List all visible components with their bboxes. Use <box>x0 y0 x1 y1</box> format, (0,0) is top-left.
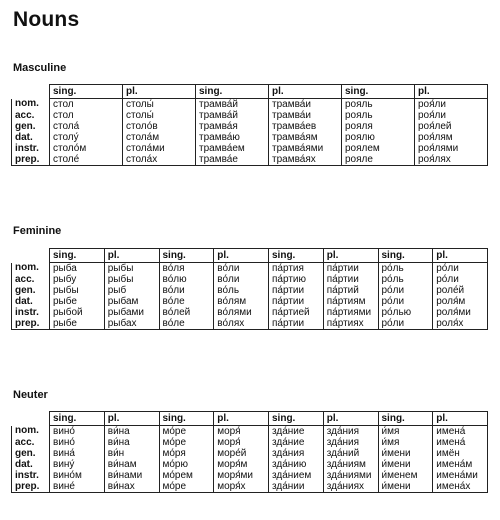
table-row <box>12 263 488 275</box>
table-row <box>12 154 488 166</box>
form-cell: роля́м <box>433 296 488 307</box>
form-cell: ро́ли <box>378 318 433 330</box>
case-label: acc. <box>12 437 50 448</box>
form-cell: ро́ль <box>378 274 433 285</box>
form-cell: зда́ния <box>269 448 324 459</box>
form-cell: па́ртией <box>269 307 324 318</box>
form-cell: и́менем <box>378 470 433 481</box>
form-cell: па́ртии <box>269 285 324 296</box>
column-header: pl. <box>323 412 378 426</box>
table-row <box>12 448 488 459</box>
header-row <box>12 85 488 99</box>
table-row <box>12 99 488 111</box>
form-cell: роля́ми <box>433 307 488 318</box>
form-cell: во́лю <box>159 274 214 285</box>
form-cell: стола́ <box>50 121 123 132</box>
column-header: sing. <box>159 412 214 426</box>
section-heading-masculine: Masculine <box>13 62 67 74</box>
form-cell: мо́ря <box>159 448 214 459</box>
form-cell: трамва́ев <box>269 121 342 132</box>
form-cell: во́ли <box>214 263 269 275</box>
form-cell: и́мя <box>378 426 433 438</box>
column-header: pl. <box>269 85 342 99</box>
form-cell: зда́ниями <box>323 470 378 481</box>
form-cell: зда́нии <box>269 481 324 493</box>
section-heading-feminine: Feminine <box>13 225 62 237</box>
form-cell: па́ртиям <box>323 296 378 307</box>
column-header: pl. <box>214 412 269 426</box>
form-cell: зда́ния <box>323 426 378 438</box>
column-header: sing. <box>378 412 433 426</box>
table-row <box>12 274 488 285</box>
form-cell: моря́х <box>214 481 269 493</box>
corner-cell <box>12 412 50 426</box>
form-cell: и́мя <box>378 437 433 448</box>
form-cell: столо́м <box>50 143 123 154</box>
form-cell: во́лях <box>214 318 269 330</box>
form-cell: ви́нами <box>104 470 159 481</box>
case-label: nom. <box>12 263 50 275</box>
column-header: pl. <box>123 85 196 99</box>
form-cell: па́ртии <box>269 318 324 330</box>
case-label: dat. <box>12 132 50 143</box>
page-title: Nouns <box>13 8 80 31</box>
masculine-table <box>11 84 488 166</box>
feminine-table <box>11 248 488 330</box>
form-cell: вино́ <box>50 426 105 438</box>
table-row <box>12 121 488 132</box>
case-label: prep. <box>12 318 50 330</box>
section-heading-neuter: Neuter <box>13 389 48 401</box>
column-header: pl. <box>433 249 488 263</box>
case-label: dat. <box>12 296 50 307</box>
form-cell: стола́м <box>123 132 196 143</box>
form-cell: вино́ <box>50 437 105 448</box>
form-cell: рояль <box>342 110 415 121</box>
form-cell: рыбах <box>104 318 159 330</box>
form-cell: ви́нах <box>104 481 159 493</box>
header-row <box>12 249 488 263</box>
form-cell: моря́м <box>214 459 269 470</box>
form-cell: па́ртий <box>323 285 378 296</box>
column-header: pl. <box>214 249 269 263</box>
form-cell: и́мени <box>378 481 433 493</box>
form-cell: рояль <box>342 99 415 111</box>
form-cell: рояля <box>342 121 415 132</box>
column-header: sing. <box>269 249 324 263</box>
form-cell: па́ртиях <box>323 318 378 330</box>
form-cell: зда́ние <box>269 426 324 438</box>
form-cell: роля́х <box>433 318 488 330</box>
form-cell: роя́лям <box>415 132 488 143</box>
table-row <box>12 296 488 307</box>
form-cell: рыбой <box>50 307 105 318</box>
form-cell: стола́х <box>123 154 196 166</box>
case-label: nom. <box>12 99 50 111</box>
form-cell: рыбы <box>104 263 159 275</box>
form-cell: имена́ми <box>433 470 488 481</box>
form-cell: во́лями <box>214 307 269 318</box>
form-cell: мо́рем <box>159 470 214 481</box>
form-cell: трамва́й <box>196 99 269 111</box>
form-cell: стол <box>50 99 123 111</box>
form-cell: во́ли <box>214 274 269 285</box>
form-cell: па́ртия <box>269 263 324 275</box>
form-cell: ро́ли <box>433 274 488 285</box>
case-label: prep. <box>12 154 50 166</box>
case-label: nom. <box>12 426 50 438</box>
form-cell: имена́ <box>433 426 488 438</box>
form-cell: во́ле <box>159 296 214 307</box>
column-header: pl. <box>433 412 488 426</box>
form-cell: трамва́ям <box>269 132 342 143</box>
table-row <box>12 285 488 296</box>
form-cell: зда́ниям <box>323 459 378 470</box>
table-row <box>12 318 488 330</box>
form-cell: ро́ли <box>433 263 488 275</box>
form-cell: столе́ <box>50 154 123 166</box>
form-cell: имена́м <box>433 459 488 470</box>
corner-cell <box>12 249 50 263</box>
table-row <box>12 307 488 318</box>
form-cell: роялю <box>342 132 415 143</box>
form-cell: и́мени <box>378 448 433 459</box>
case-label: instr. <box>12 307 50 318</box>
form-cell: столо́в <box>123 121 196 132</box>
column-header: pl. <box>323 249 378 263</box>
form-cell: роя́лей <box>415 121 488 132</box>
form-cell: стола́ми <box>123 143 196 154</box>
table-row <box>12 426 488 438</box>
case-label: acc. <box>12 110 50 121</box>
form-cell: па́ртии <box>269 296 324 307</box>
form-cell: рыбы <box>104 274 159 285</box>
case-label: prep. <box>12 481 50 493</box>
column-header: pl. <box>104 412 159 426</box>
form-cell: во́лям <box>214 296 269 307</box>
column-header: sing. <box>342 85 415 99</box>
form-cell: ви́на <box>104 426 159 438</box>
form-cell: рыбами <box>104 307 159 318</box>
form-cell: мо́ре <box>159 426 214 438</box>
column-header: sing. <box>196 85 269 99</box>
form-cell: роя́лями <box>415 143 488 154</box>
form-cell: рыбы <box>50 285 105 296</box>
corner-cell <box>12 85 50 99</box>
form-cell: трамва́ями <box>269 143 342 154</box>
form-cell: зда́нием <box>269 470 324 481</box>
column-header: sing. <box>269 412 324 426</box>
form-cell: зда́нию <box>269 459 324 470</box>
form-cell: трамва́и <box>269 110 342 121</box>
form-cell: вина́ <box>50 448 105 459</box>
form-cell: и́мени <box>378 459 433 470</box>
column-header: pl. <box>104 249 159 263</box>
case-label: instr. <box>12 470 50 481</box>
form-cell: во́лей <box>159 307 214 318</box>
form-cell: во́ле <box>159 318 214 330</box>
form-cell: роя́ли <box>415 110 488 121</box>
table-row <box>12 437 488 448</box>
form-cell: роялем <box>342 143 415 154</box>
form-cell: столы́ <box>123 110 196 121</box>
table-row <box>12 481 488 493</box>
form-cell: имена́ <box>433 437 488 448</box>
form-cell: зда́ний <box>323 448 378 459</box>
form-cell: рыб <box>104 285 159 296</box>
form-cell: рыбам <box>104 296 159 307</box>
case-label: acc. <box>12 274 50 285</box>
form-cell: рыбе <box>50 318 105 330</box>
form-cell: вино́м <box>50 470 105 481</box>
form-cell: трамва́е <box>196 154 269 166</box>
case-label: instr. <box>12 143 50 154</box>
form-cell: па́ртиями <box>323 307 378 318</box>
form-cell: роя́лях <box>415 154 488 166</box>
form-cell: трамва́й <box>196 110 269 121</box>
form-cell: рояле <box>342 154 415 166</box>
form-cell: рыба <box>50 263 105 275</box>
form-cell: па́ртию <box>269 274 324 285</box>
form-cell: вине́ <box>50 481 105 493</box>
form-cell: ви́нам <box>104 459 159 470</box>
form-cell: па́ртии <box>323 263 378 275</box>
form-cell: ро́ли <box>378 285 433 296</box>
table-row <box>12 470 488 481</box>
column-header: sing. <box>50 412 105 426</box>
case-label: gen. <box>12 285 50 296</box>
table-row <box>12 143 488 154</box>
form-cell: зда́ниях <box>323 481 378 493</box>
case-label: dat. <box>12 459 50 470</box>
case-label: gen. <box>12 448 50 459</box>
column-header: sing. <box>159 249 214 263</box>
form-cell: трамва́и <box>269 99 342 111</box>
form-cell: трамва́ях <box>269 154 342 166</box>
form-cell: ви́н <box>104 448 159 459</box>
form-cell: мо́ре <box>159 437 214 448</box>
column-header: sing. <box>378 249 433 263</box>
column-header: sing. <box>50 85 123 99</box>
form-cell: трамва́ю <box>196 132 269 143</box>
form-cell: столы́ <box>123 99 196 111</box>
form-cell: моря́ми <box>214 470 269 481</box>
form-cell: па́ртии <box>323 274 378 285</box>
column-header: sing. <box>50 249 105 263</box>
form-cell: зда́ние <box>269 437 324 448</box>
form-cell: трамва́ем <box>196 143 269 154</box>
form-cell: роле́й <box>433 285 488 296</box>
form-cell: ро́лью <box>378 307 433 318</box>
form-cell: моря́ <box>214 437 269 448</box>
form-cell: вину́ <box>50 459 105 470</box>
form-cell: имён <box>433 448 488 459</box>
form-cell: зда́ния <box>323 437 378 448</box>
case-label: gen. <box>12 121 50 132</box>
form-cell: во́ль <box>214 285 269 296</box>
form-cell: море́й <box>214 448 269 459</box>
form-cell: во́ли <box>159 285 214 296</box>
form-cell: мо́ре <box>159 481 214 493</box>
form-cell: ро́ли <box>378 296 433 307</box>
form-cell: имена́х <box>433 481 488 493</box>
form-cell: трамва́я <box>196 121 269 132</box>
form-cell: ро́ль <box>378 263 433 275</box>
form-cell: моря́ <box>214 426 269 438</box>
form-cell: роя́ли <box>415 99 488 111</box>
column-header: pl. <box>415 85 488 99</box>
form-cell: столу́ <box>50 132 123 143</box>
table-row <box>12 459 488 470</box>
table-row <box>12 132 488 143</box>
neuter-table <box>11 411 488 493</box>
form-cell: рыбу <box>50 274 105 285</box>
form-cell: мо́рю <box>159 459 214 470</box>
header-row <box>12 412 488 426</box>
form-cell: рыбе <box>50 296 105 307</box>
form-cell: во́ля <box>159 263 214 275</box>
form-cell: ви́на <box>104 437 159 448</box>
table-row <box>12 110 488 121</box>
form-cell: стол <box>50 110 123 121</box>
